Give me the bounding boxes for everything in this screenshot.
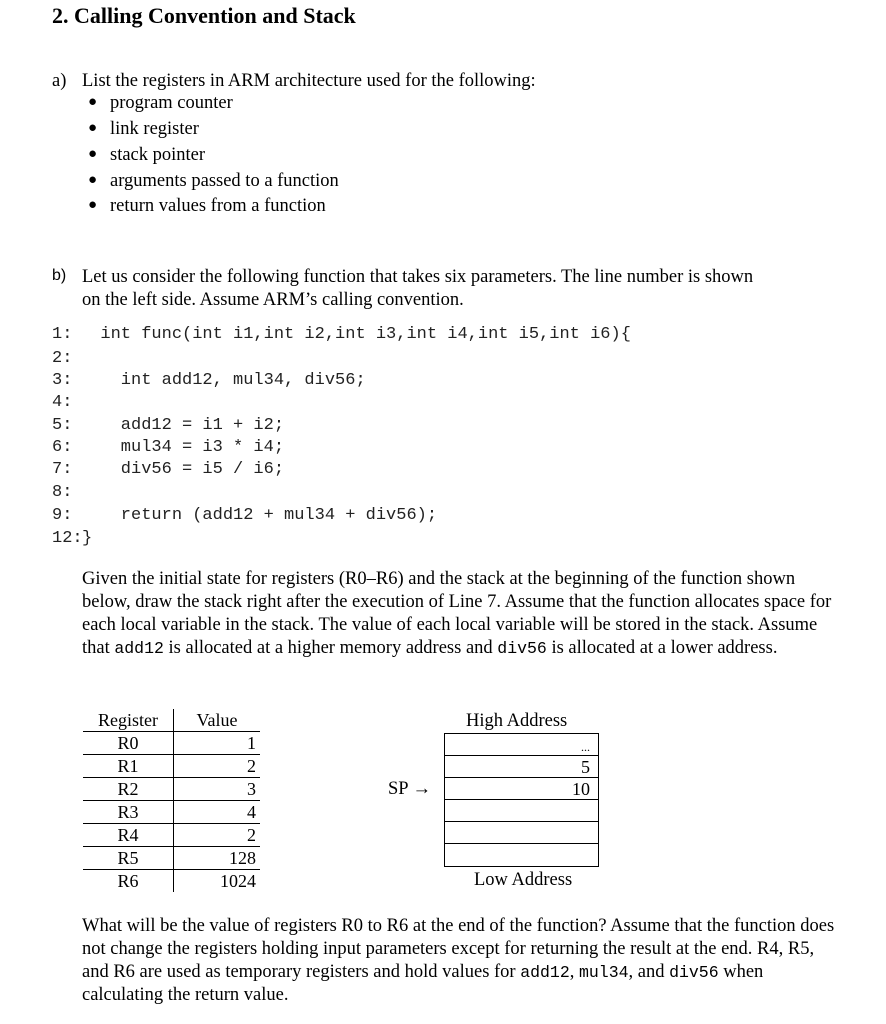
stack-diagram [444, 733, 599, 867]
given-paragraph: Given the initial state for registers (R0–R6) and the stack at the beginning of the function shown below, draw the stack right after the execution of Line 7. Assume that the function allocates space for each local variable in the stack. The value of each local variable will be stored in the stack. Assume that add12 is allocated at a higher memory address and div56 is allocated at a lower address. [82, 569, 832, 658]
bullet-dot: ● [88, 94, 98, 110]
code-line-number: 1: [52, 325, 73, 344]
part-a-label: a) [52, 71, 67, 91]
register-row [83, 870, 260, 893]
code-add12: add12 [114, 639, 164, 658]
part-b-label: b) [52, 267, 67, 284]
stack-cell: 10 [445, 778, 598, 800]
code-line-number: 5: [52, 416, 73, 435]
part-b-prompt-line1: Let us consider the following function that takes six parameters. The line number is shown [82, 267, 754, 287]
register-header: Register [83, 709, 174, 732]
stack-cell: 5 [445, 756, 598, 778]
stack-cell [445, 844, 598, 867]
register-value: 1 [174, 732, 261, 755]
register-row [83, 824, 260, 847]
code-line-number: 8: [52, 483, 73, 502]
code-line-number: 12: [52, 529, 83, 548]
register-name: R4 [83, 824, 174, 847]
bullet-dot: ● [88, 120, 98, 136]
register-value: 1024 [174, 870, 261, 893]
register-value: 3 [174, 778, 261, 801]
code-line-text: add12 = i1 + i2; [80, 416, 285, 435]
register-value: 4 [174, 801, 261, 824]
bullet-item: link register [110, 119, 199, 139]
register-row [83, 755, 260, 778]
register-name: R2 [83, 778, 174, 801]
register-value: 128 [174, 847, 261, 870]
code-line-number: 2: [52, 349, 73, 368]
code-line-number: 9: [52, 506, 73, 525]
code-line-text: int func(int i1,int i2,int i3,int i4,int i5,int i6){ [80, 325, 631, 344]
value-header: Value [174, 709, 261, 732]
bullet-item: program counter [110, 93, 233, 113]
register-row [83, 801, 260, 824]
code-mul34-q: mul34 [578, 963, 629, 982]
question-paragraph: What will be the value of registers R0 to R6 at the end of the function? Assume that the function does not change the registers holding input parameters except for returning the result at the end. R4, R5, and R6 are used as temporary registers and hold values for add12, mul34, and div56 when calculating the return value. [82, 916, 835, 1005]
register-name: R6 [83, 870, 174, 893]
code-line-text: } [82, 529, 93, 548]
register-row [83, 847, 260, 870]
bullet-item: stack pointer [110, 145, 206, 165]
bullet-dot: ● [88, 172, 98, 188]
register-value: 2 [174, 755, 261, 778]
part-a-prompt: List the registers in ARM architecture used for the following: [82, 71, 536, 91]
stack-cell: ... [445, 734, 598, 756]
register-value: 2 [174, 824, 261, 847]
bullet-item: arguments passed to a function [110, 171, 339, 191]
register-name: R5 [83, 847, 174, 870]
code-line-number: 3: [52, 371, 73, 390]
code-line-text: return (add12 + mul34 + div56); [80, 506, 438, 525]
code-line-number: 4: [52, 393, 73, 412]
code-div56: div56 [497, 639, 547, 658]
register-name: R3 [83, 801, 174, 824]
code-line-number: 7: [52, 460, 73, 479]
code-line-number: 6: [52, 438, 73, 457]
bullet-dot: ● [88, 146, 98, 162]
register-row [83, 732, 260, 755]
register-table [83, 709, 260, 892]
bullet-dot: ● [88, 197, 98, 213]
register-name: R1 [83, 755, 174, 778]
low-address-label: Low Address [474, 870, 573, 890]
stack-cell [445, 800, 598, 822]
high-address-label: High Address [466, 711, 568, 731]
stack-cell [445, 822, 598, 844]
bullet-item: return values from a function [110, 196, 326, 216]
code-div56-q: div56 [669, 963, 719, 982]
part-b-prompt-line2: on the left side. Assume ARM’s calling convention. [82, 290, 464, 310]
code-line-text: int add12, mul34, div56; [80, 371, 366, 390]
register-row [83, 778, 260, 801]
sp-pointer-label: SP → [388, 779, 432, 799]
code-add12-q: add12 [520, 963, 570, 982]
page-title: 2. Calling Convention and Stack [52, 3, 356, 28]
register-name: R0 [83, 732, 174, 755]
code-line-text: div56 = i5 / i6; [80, 460, 285, 479]
code-line-text: mul34 = i3 * i4; [80, 438, 285, 457]
